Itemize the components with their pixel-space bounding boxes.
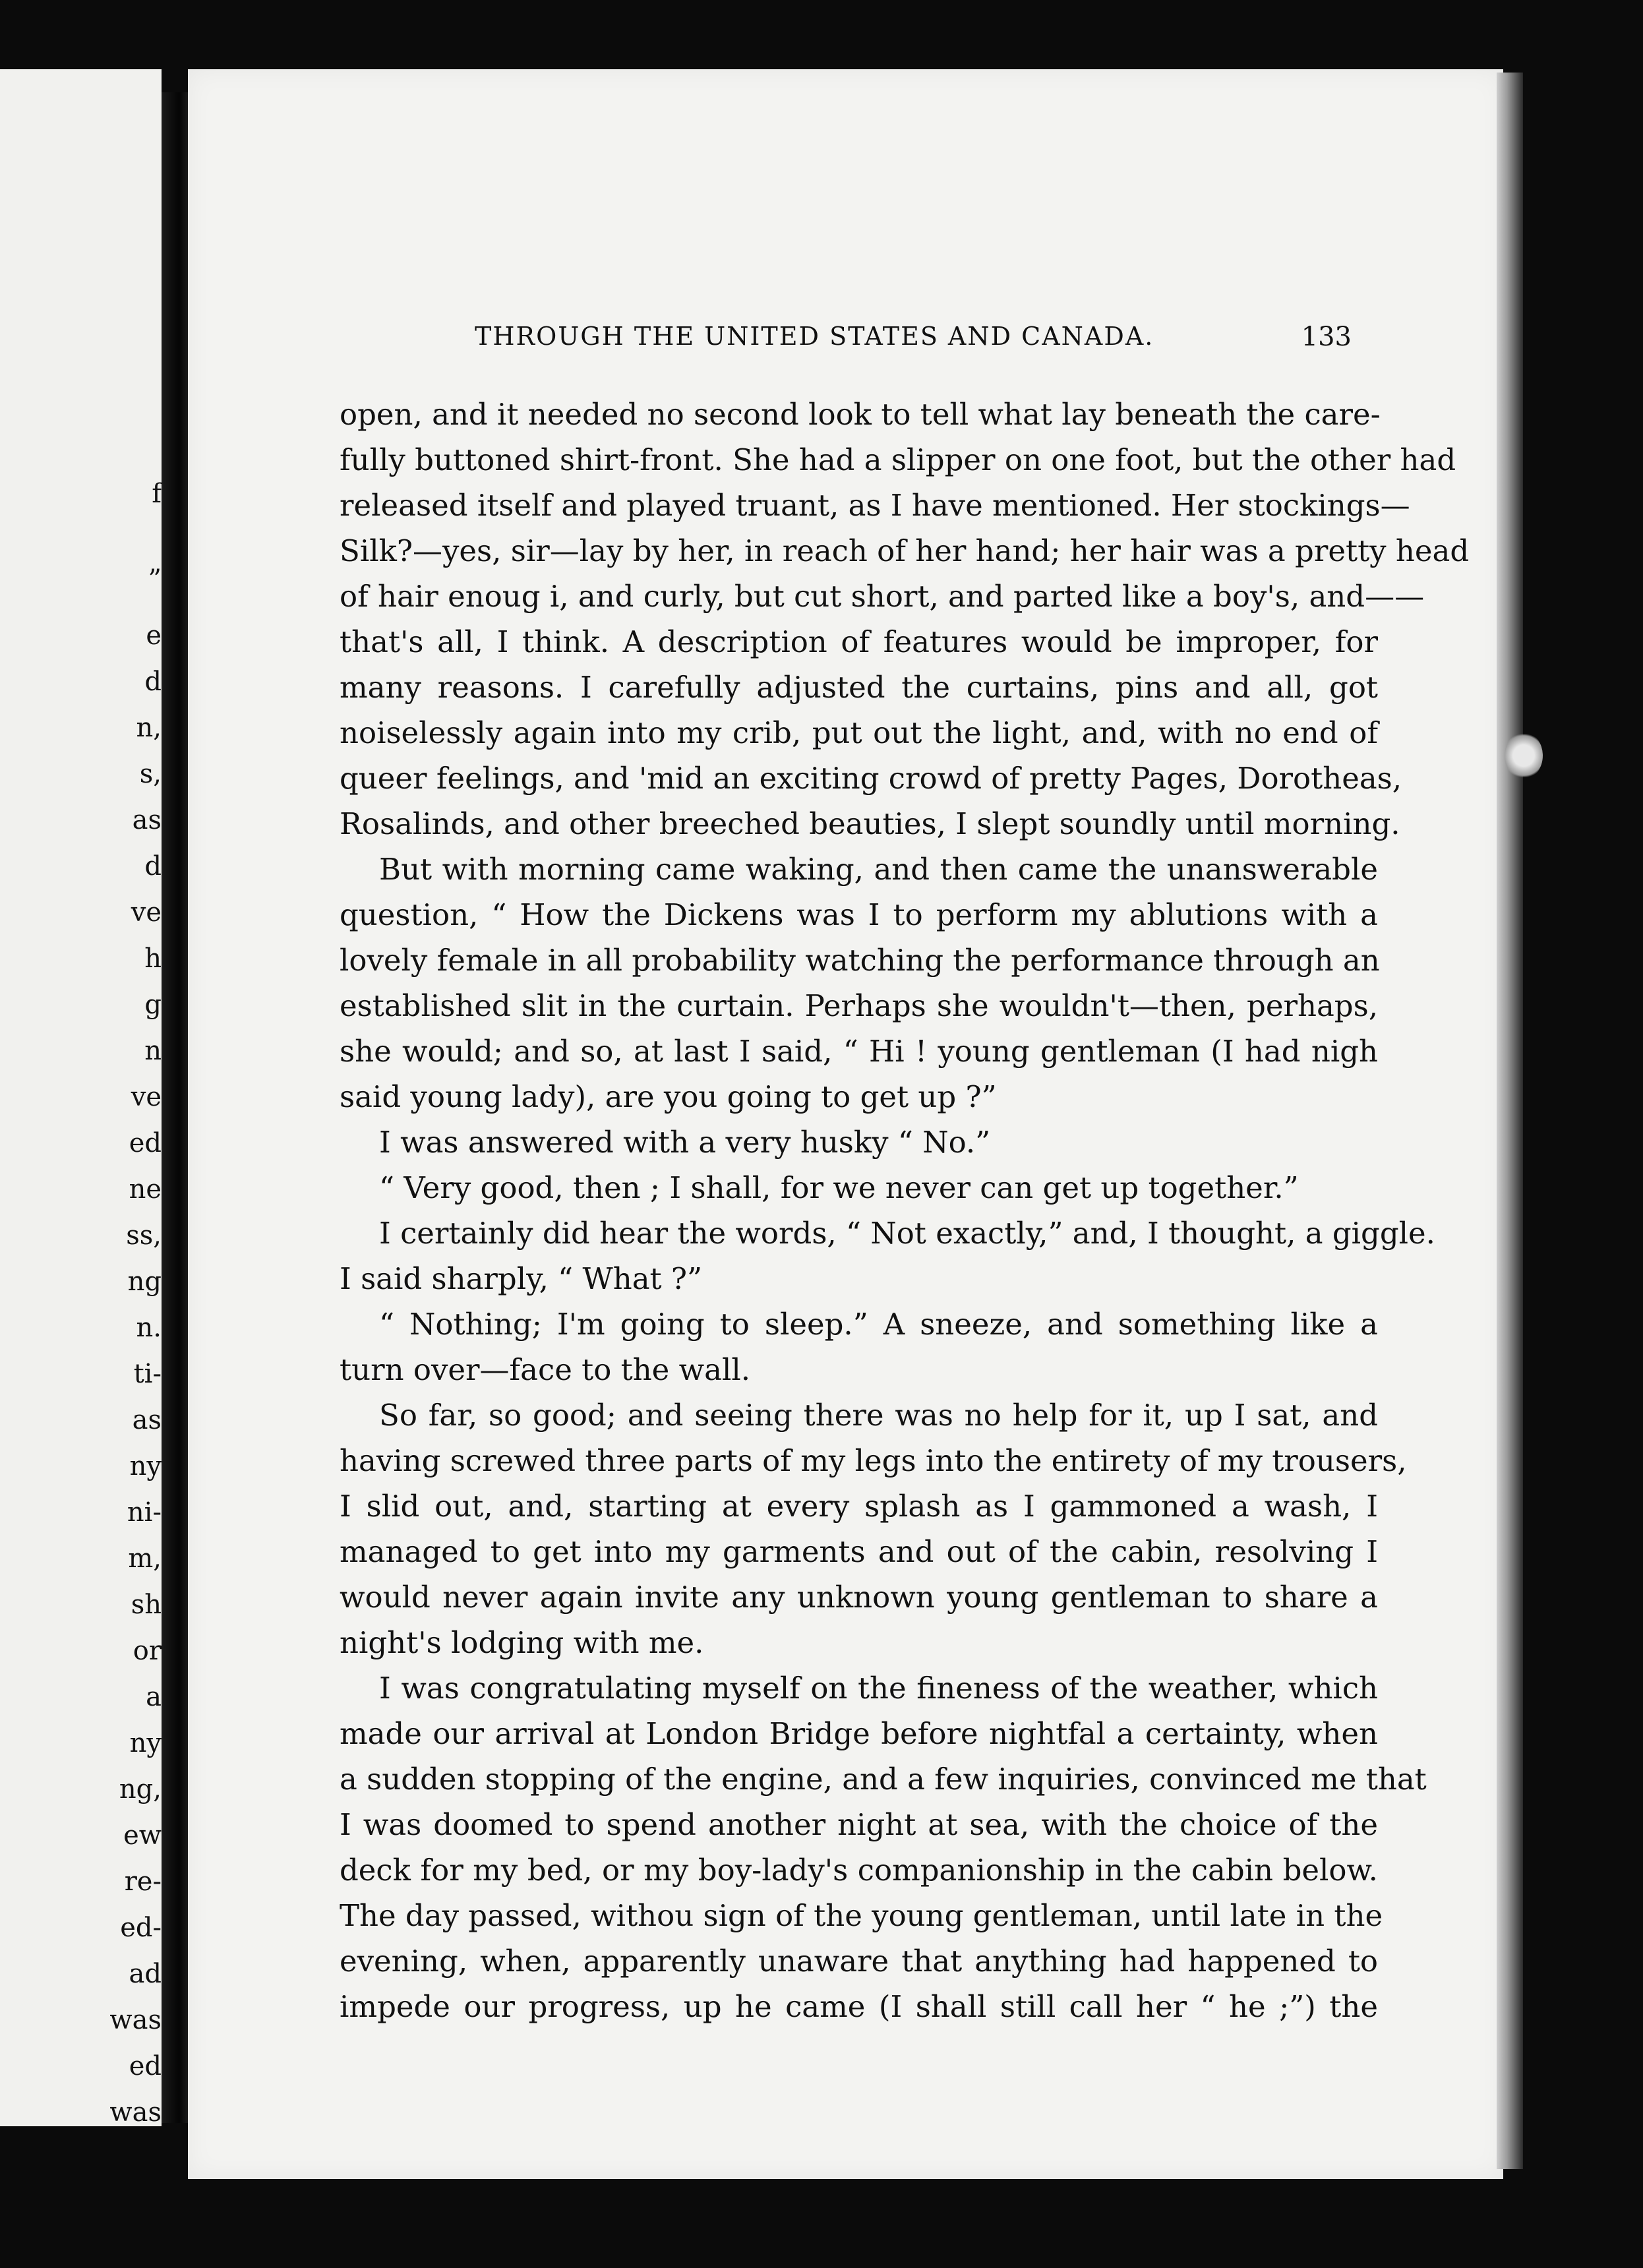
facing-page-fragment: ny [129,1451,162,1481]
facing-page-fragment: ny [129,1728,162,1758]
text-line: lovely female in all probability watching the performance through an [340,943,1380,978]
facing-page-fragment: n, [136,713,162,743]
facing-page-fragment: s, [139,759,162,789]
text-line: of hair enoug i, and curly, but cut short, and parted like a boy's, and—— [340,579,1425,614]
facing-page-fragment: e [146,620,162,651]
text-line: that's all, I think. A description of features would be improper, for [340,624,1378,659]
facing-page-fragment: a [146,1682,162,1712]
facing-page-fragment: ed [129,2051,162,2081]
page-edge-shadow [1497,73,1523,2169]
facing-page-fragment: re- [124,1866,162,1897]
facing-page-fragment: ew [123,1820,162,1851]
book-gutter [162,92,191,2123]
facing-page-fragment: or [133,1636,162,1666]
text-line: “ Nothing; I'm going to sleep.” A sneeze, and something like a [379,1307,1378,1342]
text-line: having screwed three parts of my legs into the entirety of my trousers, [340,1443,1407,1478]
text-line: noiselessly again into my crib, put out the light, and, with no end of [340,715,1378,750]
text-line: night's lodging with me. [340,1625,704,1660]
facing-page-fragment: n. [136,1313,162,1343]
facing-page-fragment: ad [129,1959,162,1989]
text-line: open, and it needed no second look to tell what lay beneath the care- [340,397,1381,432]
text-line: But with morning came waking, and then came the unanswerable [379,852,1378,887]
page-number: 133 [1301,322,1352,352]
facing-page-fragment: ve [131,897,162,928]
facing-page-edge [0,69,162,2126]
facing-page-fragment: h [144,943,162,974]
facing-page-fragment: ve [131,1082,162,1112]
text-line: I certainly did hear the words, “ Not exactly,” and, I thought, a giggle. [379,1216,1435,1251]
text-line: fully buttoned shirt-front. She had a slipper on one foot, but the other had [340,442,1456,477]
text-line: established slit in the curtain. Perhaps she wouldn't—then, perhaps, [340,988,1378,1023]
text-line: impede our progress, up he came (I shall still call her “ he ;”) the [340,1989,1378,2024]
text-line: I was congratulating myself on the fineness of the weather, which [379,1671,1378,1706]
text-line: “ Very good, then ; I shall, for we never can get up together.” [379,1170,1299,1205]
text-line: Silk?—yes, sir—lay by her, in reach of her hand; her hair was a pretty head [340,533,1470,568]
facing-page-fragment: as [132,805,162,835]
facing-page-fragment: ss, [126,1220,162,1251]
text-line: So far, so good; and seeing there was no help for it, up I sat, and [379,1398,1378,1433]
text-line: deck for my bed, or my boy-lady's companionship in the cabin below. [340,1853,1378,1888]
text-line: I said sharply, “ What ?” [340,1261,703,1296]
body-text [340,396,1470,2064]
facing-page-fragment: f [152,479,162,509]
facing-page-fragment: ed [129,1128,162,1158]
text-line: question, “ How the Dickens was I to perform my ablutions with a [340,897,1378,932]
facing-page-fragment: ed- [120,1913,162,1943]
facing-page-fragment: n [144,1036,162,1066]
text-line: many reasons. I carefully adjusted the curtains, pins and all, got [340,670,1378,705]
text-line: would never again invite any unknown young gentleman to share a [340,1580,1378,1615]
facing-page-fragment: g [144,990,162,1020]
text-line: she would; and so, at last I said, “ Hi ! young gentleman (I had nigh [340,1034,1378,1069]
facing-page-fragment: m, [128,1543,162,1574]
facing-page-fragment: was [109,2097,162,2126]
text-line: I was answered with a very husky “ No.” [379,1125,991,1160]
text-line: said young lady), are you going to get up ?” [340,1079,997,1114]
facing-page-fragment: ni- [127,1497,162,1528]
text-line: managed to get into my garments and out of the cabin, resolving I [340,1534,1378,1569]
facing-page-fragment: was [109,2005,162,2035]
text-line: I slid out, and, starting at every splash as I gammoned a wash, I [340,1489,1378,1524]
running-header [284,322,1352,361]
text-line: a sudden stopping of the engine, and a few inquiries, convinced me that [340,1762,1427,1797]
running-title: THROUGH THE UNITED STATES AND CANADA. [475,322,1154,351]
facing-page-fragment: ti- [133,1359,162,1389]
facing-page-fragment: sh [131,1590,162,1620]
text-line: The day passed, withou sign of the young gentleman, until late in the [340,1898,1383,1933]
facing-page-fragment: d [144,667,162,697]
text-line: released itself and played truant, as I have mentioned. Her stockings— [340,488,1410,523]
paper-blemish [1505,732,1543,779]
facing-page-fragment: ” [148,564,162,595]
text-line: queer feelings, and 'mid an exciting crowd of pretty Pages, Dorotheas, [340,761,1402,796]
facing-page-fragment: ng [127,1267,162,1297]
text-line: turn over—face to the wall. [340,1352,751,1387]
text-line: Rosalinds, and other breeched beauties, I slept soundly until morning. [340,806,1400,841]
text-line: evening, when, apparently unaware that anything had happened to [340,1944,1378,1979]
text-line: made our arrival at London Bridge before nightfal a certainty, when [340,1716,1378,1751]
facing-page-fragment: as [132,1405,162,1435]
text-line: I was doomed to spend another night at sea, with the choice of the [340,1807,1378,1842]
facing-page-fragment: ne [129,1174,162,1205]
facing-page-fragment: d [144,851,162,881]
facing-page-fragment: ng, [119,1774,162,1805]
